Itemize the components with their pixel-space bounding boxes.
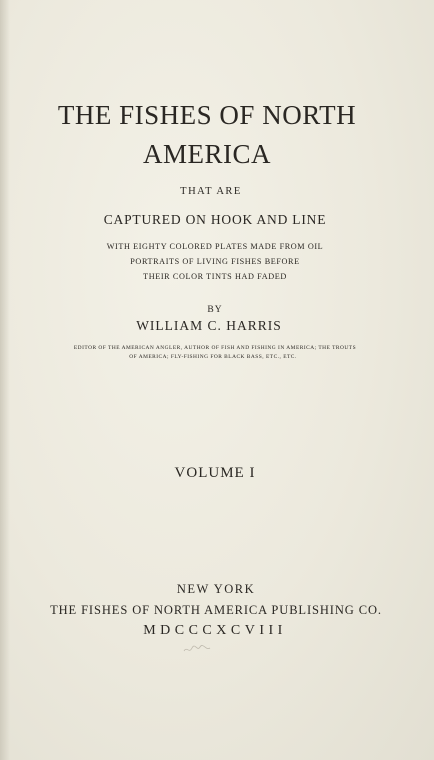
volume-number: VOLUME I [174,465,256,481]
publisher-name: THE FISHES OF NORTH AMERICA PUBLISHING CO. [50,603,382,617]
subtitle-captured: CAPTURED ON HOOK AND LINE [103,212,327,227]
publication-city: NEW YORK [176,582,256,596]
author-credentials-line-1: EDITOR OF THE AMERICAN ANGLER, AUTHOR OF FISH AND FISHING IN AMERICA; THE TROUTS [73,345,357,351]
plates-description-line-1: WITH EIGHTY COLORED PLATES MADE FROM OIL [106,242,324,251]
plates-description-line-2: PORTRAITS OF LIVING FISHES BEFORE [130,257,300,266]
author-name: WILLIAM C. HARRIS [136,318,282,333]
plates-description-line-3: THEIR COLOR TINTS HAD FADED [143,272,287,281]
subtitle-that-are: THAT ARE [180,186,242,197]
book-title-line-1: THE FISHES OF NORTH [57,100,357,130]
by-label: BY [207,305,223,315]
book-title-line-2: AMERICA [142,139,271,169]
publication-year: MDCCCXCVIII [143,623,287,638]
pencil-mark-icon [182,642,212,656]
author-credentials-line-2: OF AMERICA; FLY-FISHING FOR BLACK BASS, ETC., ETC. [129,354,297,360]
